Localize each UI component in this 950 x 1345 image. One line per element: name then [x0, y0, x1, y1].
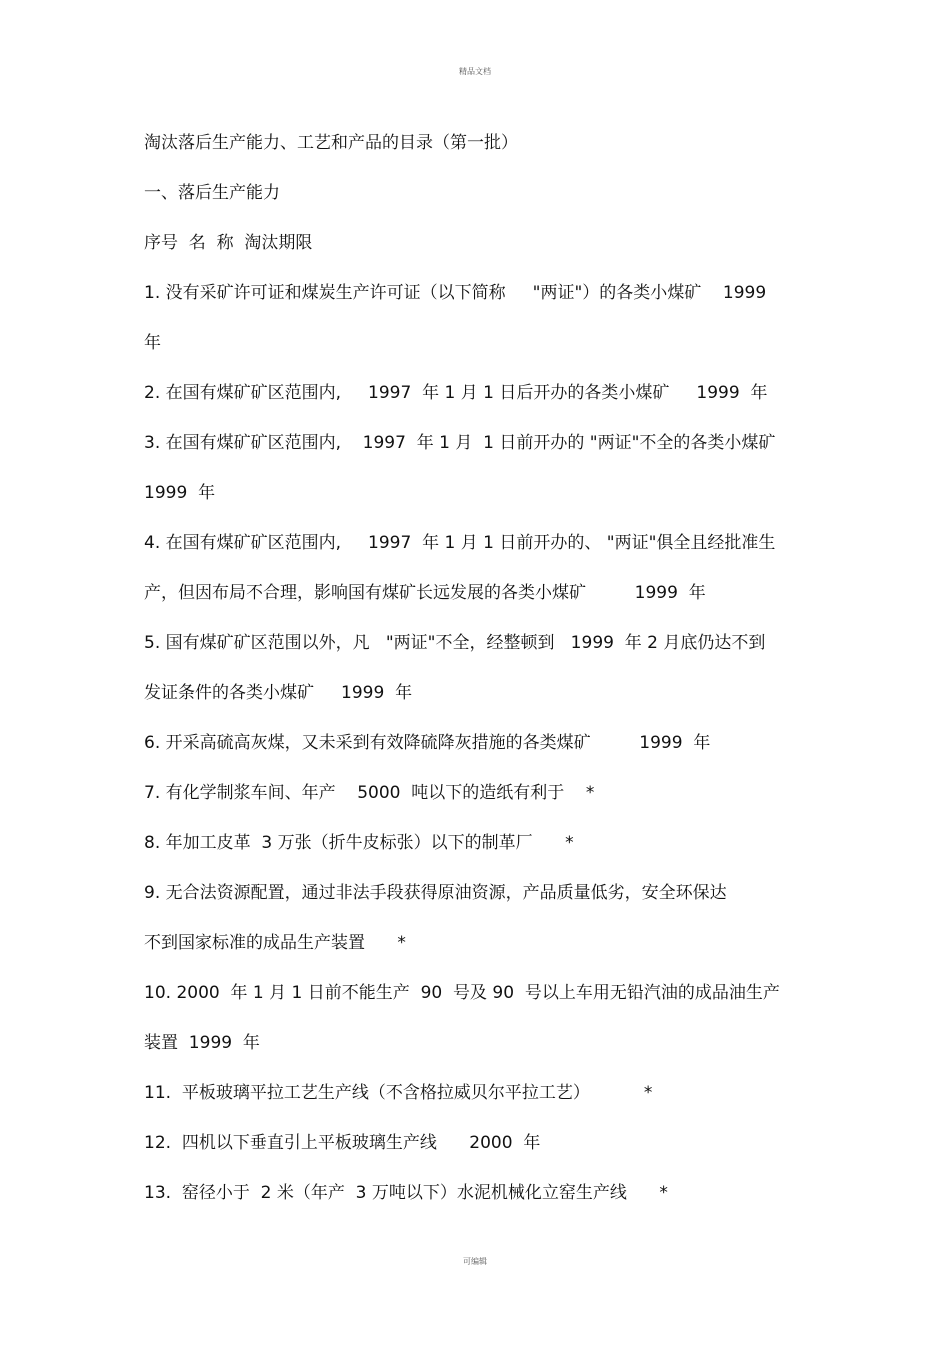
list-item-8: 8. 年加工皮革 3 万张（折牛皮标张）以下的制革厂 * [144, 833, 574, 853]
table-header: 序号 名 称 淘汰期限 [144, 233, 313, 253]
list-item-2: 2. 在国有煤矿矿区范围内, 1997 年 1 月 1 日后开办的各类小煤矿 1999 年 [144, 383, 768, 403]
document-title: 淘汰落后生产能力、工艺和产品的目录（第一批） [144, 133, 518, 153]
list-item-12: 12. 四机以下垂直引上平板玻璃生产线 2000 年 [144, 1133, 541, 1153]
list-item-4: 4. 在国有煤矿矿区范围内, 1997 年 1 月 1 日前开办的、 "两证"俱全且经批准生 [144, 533, 776, 553]
footer-note: 可编辑 [463, 1257, 487, 1266]
list-item-1-cont: 年 [144, 333, 161, 353]
list-item-9-cont: 不到国家标准的成品生产装置 * [144, 933, 406, 953]
list-item-7: 7. 有化学制浆车间、年产 5000 吨以下的造纸有利于 * [144, 783, 595, 803]
list-item-3: 3. 在国有煤矿矿区范围内, 1997 年 1 月 1 日前开办的 "两证"不全的各类小煤矿 [144, 433, 776, 453]
list-item-11: 11. 平板玻璃平拉工艺生产线（不含格拉威贝尔平拉工艺） * [144, 1083, 653, 1103]
list-item-9: 9. 无合法资源配置，通过非法手段获得原油资源，产品质量低劣，安全环保达 [144, 883, 727, 903]
list-item-5: 5. 国有煤矿矿区范围以外，凡 "两证"不全，经整顿到 1999 年 2 月底仍达不到 [144, 633, 766, 653]
list-item-13: 13. 窑径小于 2 米（年产 3 万吨以下）水泥机械化立窑生产线 * [144, 1183, 668, 1203]
list-item-6: 6. 开采高硫高灰煤，又未采到有效降硫降灰措施的各类煤矿 1999 年 [144, 733, 711, 753]
list-item-3-cont: 1999 年 [144, 483, 216, 503]
list-item-5-cont: 发证条件的各类小煤矿 1999 年 [144, 683, 413, 703]
list-item-10-cont: 装置 1999 年 [144, 1033, 260, 1053]
section-heading: 一、落后生产能力 [144, 183, 280, 203]
header-note: 精品文档 [459, 67, 491, 76]
list-item-4-cont: 产，但因布局不合理，影响国有煤矿长远发展的各类小煤矿 1999 年 [144, 583, 706, 603]
list-item-1: 1. 没有采矿许可证和煤炭生产许可证（以下简称 "两证"）的各类小煤矿 1999 [144, 283, 767, 303]
list-item-10: 10. 2000 年 1 月 1 日前不能生产 90 号及 90 号以上车用无铅汽油的成品油生产 [144, 983, 780, 1003]
